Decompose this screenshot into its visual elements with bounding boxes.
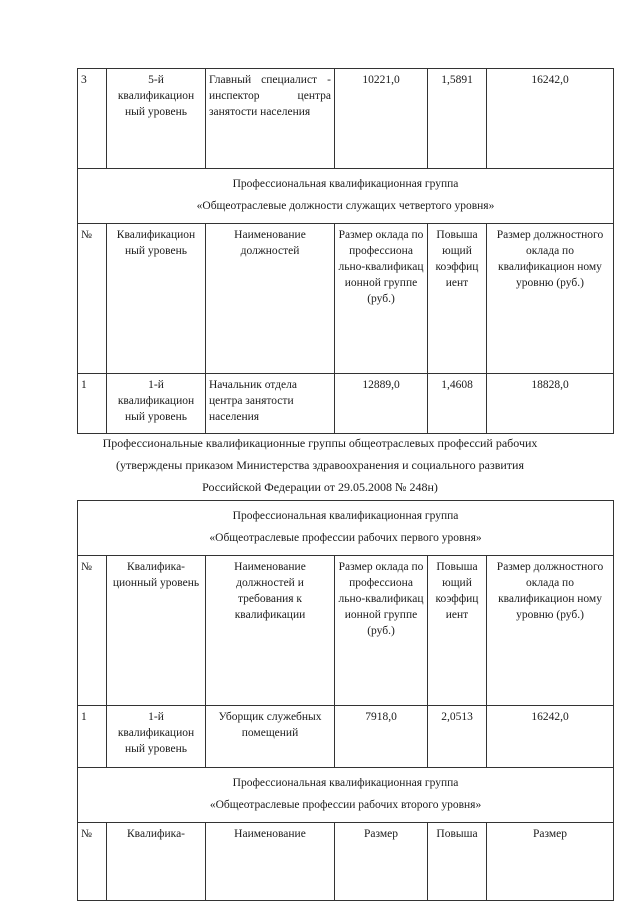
cell-coef: 1,5891 xyxy=(428,69,487,169)
header-level: Квалифика- xyxy=(107,823,206,901)
header-result: Размер должностного оклада по квалификацион ному уровню (руб.) xyxy=(487,556,614,706)
cell-salary: 10221,0 xyxy=(335,69,428,169)
section-heading-line3: Российской Федерации от 29.05.2008 № 248н) xyxy=(202,480,438,494)
cell-level: 1-й квалификацион ный уровень xyxy=(107,374,206,434)
header-salary: Размер xyxy=(335,823,428,901)
header-num: № xyxy=(78,224,107,374)
header-num: № xyxy=(78,556,107,706)
cell-num: 1 xyxy=(78,374,107,434)
cell-salary: 12889,0 xyxy=(335,374,428,434)
group-title-row xyxy=(78,768,614,823)
cell-result: 16242,0 xyxy=(487,69,614,169)
header-salary: Размер оклада по профессиона льно-квалификац ионной группе (руб.) xyxy=(335,224,428,374)
header-level: Квалифика-ционный уровень xyxy=(107,556,206,706)
table-header-row xyxy=(78,224,614,374)
cell-num: 3 xyxy=(78,69,107,169)
group-subtitle: «Общеотраслевые должности служащих четвертого уровня» xyxy=(196,200,495,212)
group-title: Профессиональная квалификационная группа xyxy=(232,510,459,522)
table-row xyxy=(78,706,614,768)
header-position: Наименование должностей xyxy=(206,224,335,374)
group-title-row xyxy=(78,501,614,556)
group-title-row xyxy=(78,169,614,224)
cell-level: 5-й квалификацион ный уровень xyxy=(107,69,206,169)
table-row xyxy=(78,69,614,169)
cell-result: 16242,0 xyxy=(487,706,614,768)
header-level: Квалификацион ный уровень xyxy=(107,224,206,374)
header-coef: Повыша ющий коэффиц иент xyxy=(428,556,487,706)
group-subtitle: «Общеотраслевые профессии рабочих второго уровня» xyxy=(209,799,482,811)
cell-position: Начальник отдела центра занятости населения xyxy=(206,374,335,434)
cell-salary: 7918,0 xyxy=(335,706,428,768)
header-salary: Размер оклада по профессиона льно-квалификац ионной группе (руб.) xyxy=(335,556,428,706)
cell-num: 1 xyxy=(78,706,107,768)
cell-position: Уборщик служебных помещений xyxy=(206,706,335,768)
cell-level: 1-й квалификацион ный уровень xyxy=(107,706,206,768)
table-header-row xyxy=(78,556,614,706)
table-row xyxy=(78,374,614,434)
header-position: Наименование xyxy=(206,823,335,901)
section-heading-line1: Профессиональные квалификационные группы общеотраслевых профессий рабочих xyxy=(102,436,538,450)
cell-position: Главный специалист - инспектор центра занятости населения xyxy=(206,69,335,169)
table-workers xyxy=(77,500,614,901)
header-coef: Повыша ющий коэффиц иент xyxy=(428,224,487,374)
group-subtitle: «Общеотраслевые профессии рабочих первого уровня» xyxy=(209,532,482,544)
group-title: Профессиональная квалификационная группа xyxy=(232,178,459,190)
header-position: Наименование должностей и требования к квалификации xyxy=(206,556,335,706)
table-employees-level4 xyxy=(77,68,614,434)
cell-result: 18828,0 xyxy=(487,374,614,434)
section-heading-line2: (утверждены приказом Министерства здравоохранения и социального развития xyxy=(115,458,524,472)
group-title: Профессиональная квалификационная группа xyxy=(232,777,459,789)
header-coef: Повыша xyxy=(428,823,487,901)
cell-coef: 1,4608 xyxy=(428,374,487,434)
table-header-row xyxy=(78,823,614,901)
header-result: Размер должностного оклада по квалификацион ному уровню (руб.) xyxy=(487,224,614,374)
cell-coef: 2,0513 xyxy=(428,706,487,768)
header-num: № xyxy=(78,823,107,901)
header-result: Размер xyxy=(487,823,614,901)
